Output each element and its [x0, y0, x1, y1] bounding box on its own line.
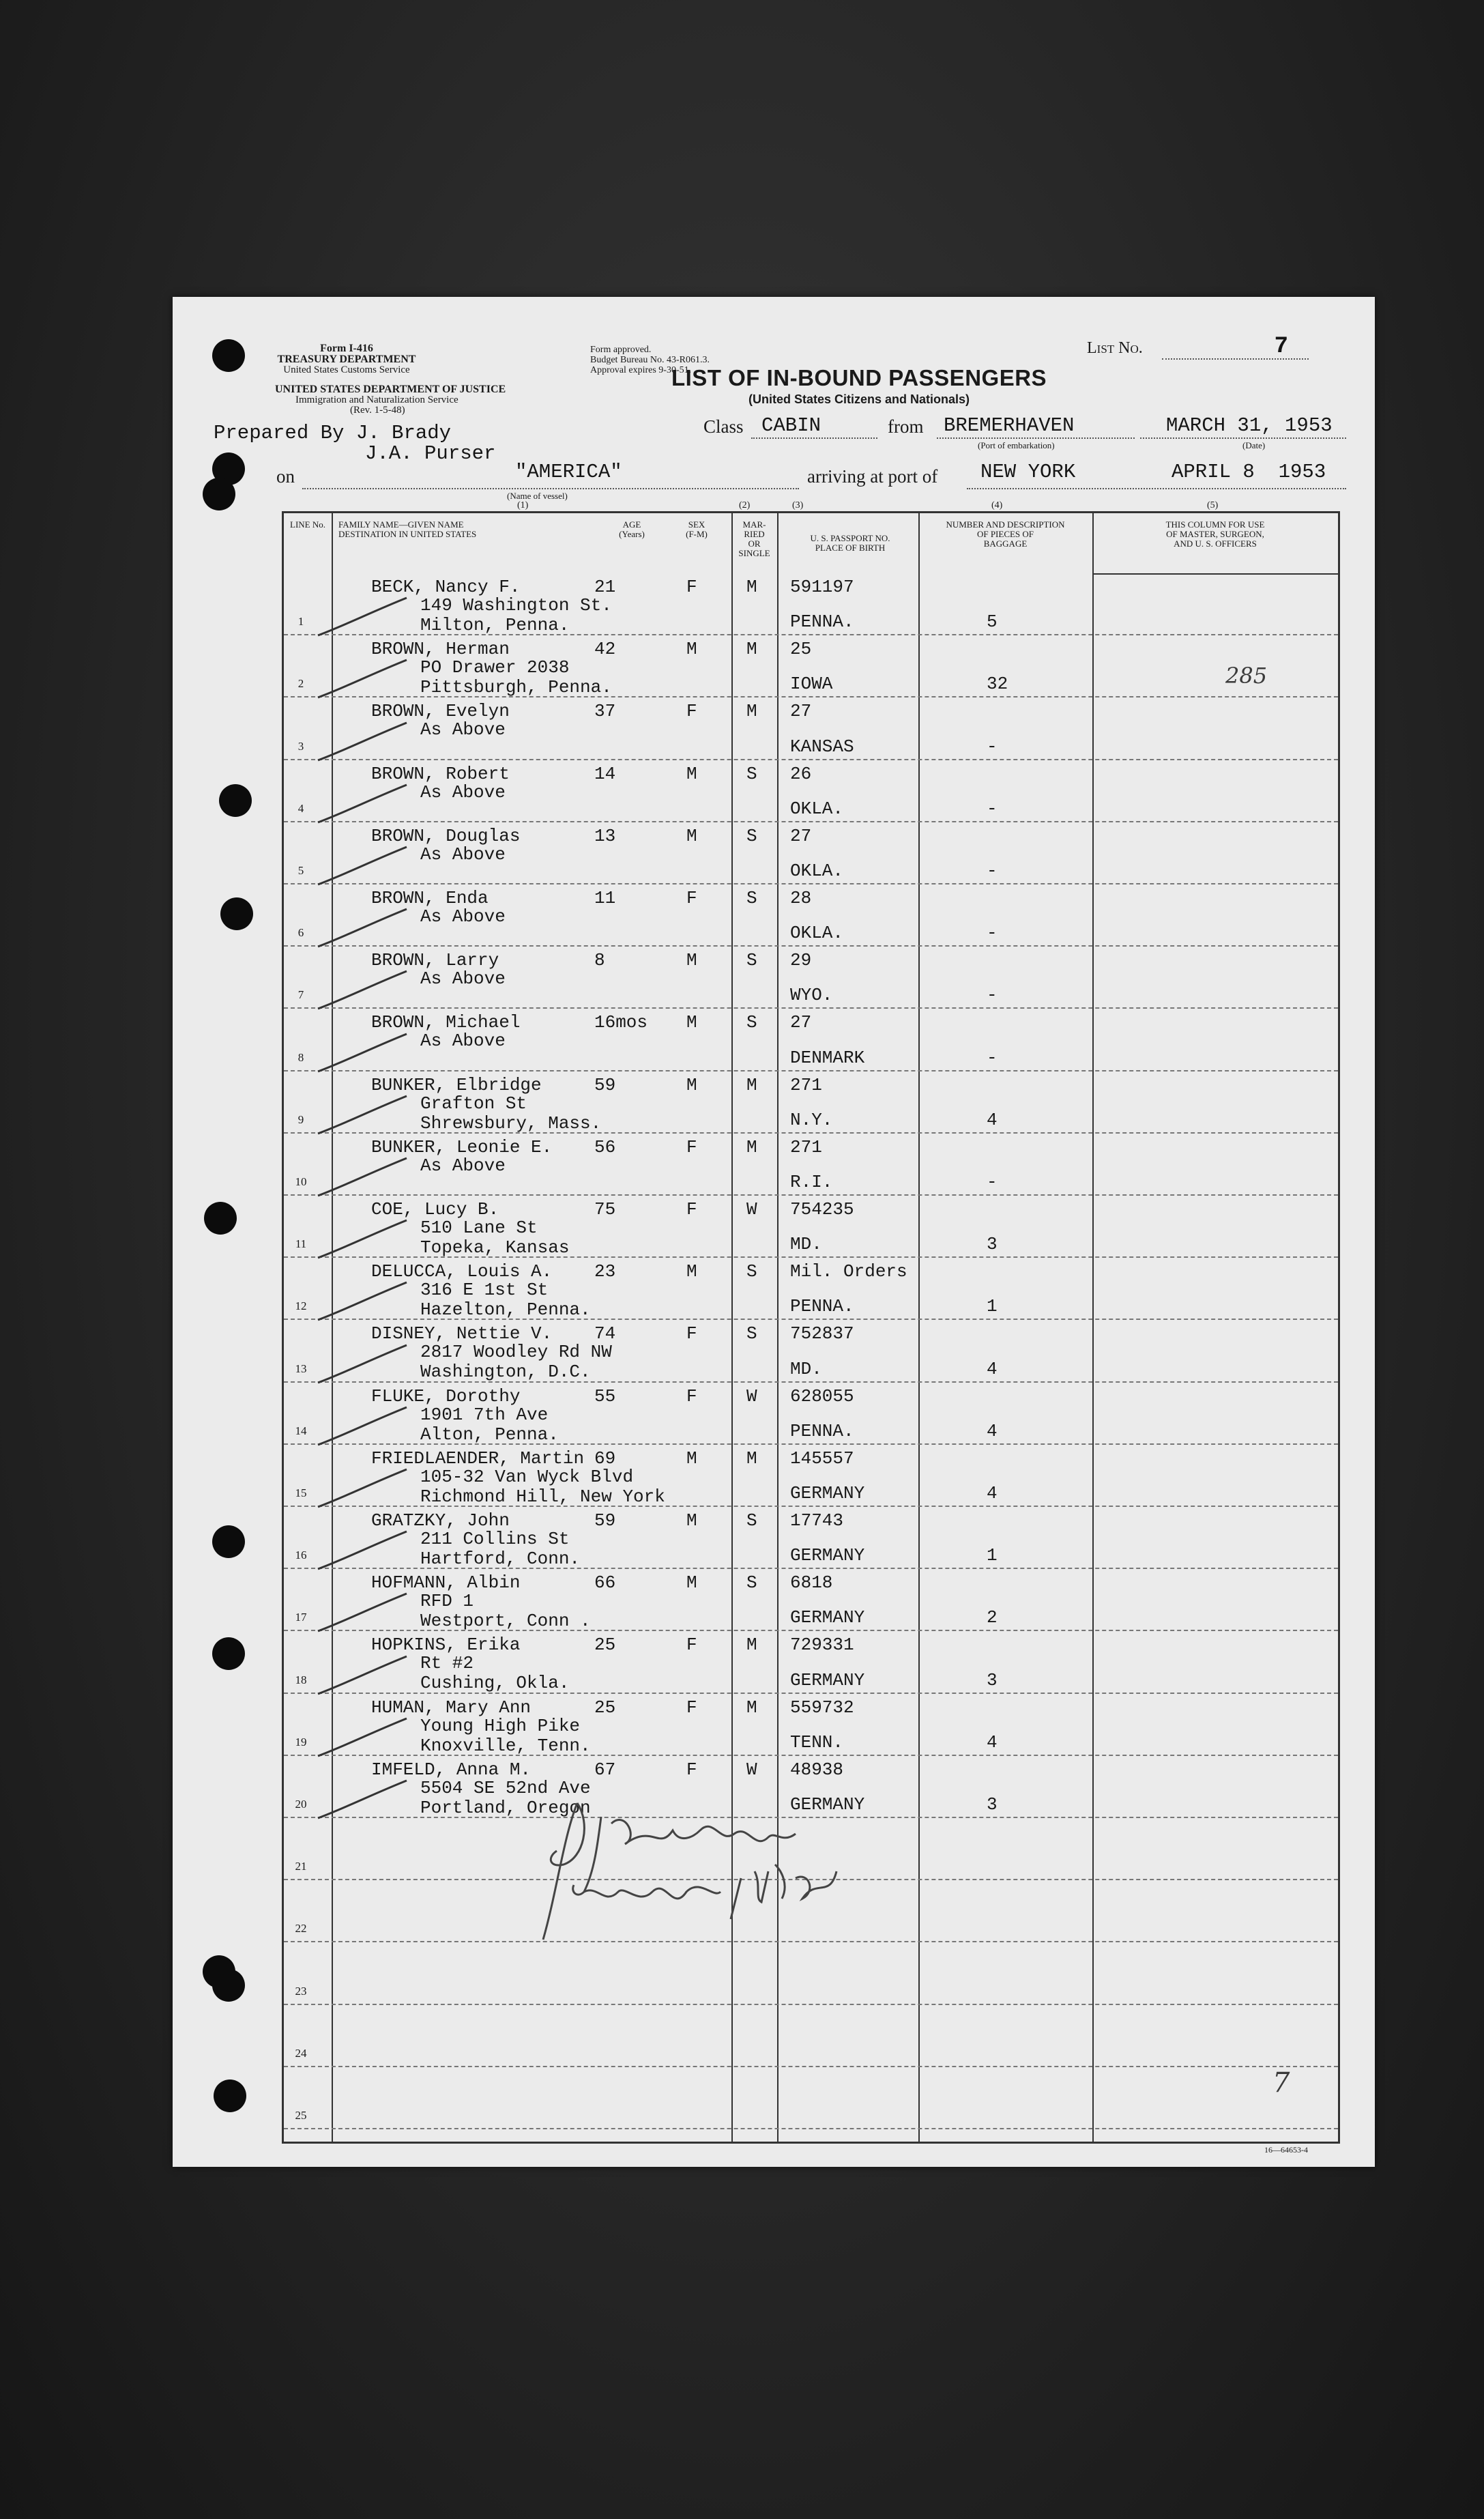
table-row — [284, 1383, 1338, 1445]
depart-date-field — [1140, 414, 1346, 439]
line-number: 7 — [297, 988, 304, 1002]
line-number: 21 — [295, 1860, 307, 1873]
passenger-destination: As Above — [420, 844, 506, 865]
col-num-2: (2) — [739, 500, 751, 510]
passenger-name: BROWN, Enda — [371, 888, 489, 908]
passenger-age: 56 — [594, 1136, 616, 1157]
punch-hole — [203, 478, 235, 510]
from-field — [937, 414, 1135, 439]
passenger-sex: M — [686, 1012, 697, 1033]
list-no-label: List No. — [1087, 339, 1143, 357]
table-row — [284, 1320, 1338, 1382]
passenger-name: BUNKER, Elbridge — [371, 1074, 542, 1095]
marital-status: M — [746, 1136, 757, 1157]
passport-number: 28 — [790, 888, 812, 908]
passenger-age: 74 — [594, 1323, 616, 1344]
place-of-birth: GERMANY — [790, 1482, 865, 1503]
line-number: 20 — [295, 1797, 307, 1811]
line-number: 12 — [295, 1299, 307, 1313]
marital-status: W — [746, 1199, 757, 1220]
passport-number: 754235 — [790, 1199, 854, 1220]
from-label: from — [888, 416, 924, 437]
passenger-age: 42 — [594, 639, 616, 660]
place-of-birth: OKLA. — [790, 798, 844, 819]
passport-number: 559732 — [790, 1697, 854, 1718]
passport-number: 27 — [790, 825, 812, 846]
baggage-count: - — [987, 798, 998, 819]
table-row — [284, 1631, 1338, 1693]
line-number: 17 — [295, 1611, 307, 1624]
passenger-name: BECK, Nancy F. — [371, 577, 521, 597]
passenger-name: COE, Lucy B. — [371, 1199, 499, 1220]
baggage-count: 3 — [987, 1794, 998, 1815]
place-of-birth: GERMANY — [790, 1794, 865, 1815]
header-name: FAMILY NAME—GIVEN NAME DESTINATION IN UNITED STATES — [338, 519, 477, 539]
passenger-name: BROWN, Evelyn — [371, 701, 510, 722]
on-label: on — [276, 466, 295, 487]
passenger-destination: As Above — [420, 968, 506, 990]
passenger-destination: 149 Washington St. Milton, Penna. — [420, 595, 612, 635]
baggage-count: 1 — [987, 1296, 998, 1317]
table-row — [284, 1694, 1338, 1756]
line-number: 19 — [295, 1735, 307, 1748]
approval-expires: Approval expires 9-30-51. — [590, 365, 692, 375]
passenger-sex: M — [686, 825, 697, 846]
table-row — [284, 573, 1338, 635]
place-of-birth: TENN. — [790, 1731, 844, 1753]
vessel-value: "AMERICA" — [515, 461, 622, 483]
passenger-age: 11 — [594, 888, 616, 908]
table-row — [284, 947, 1338, 1009]
form-subtitle: (United States Citizens and Nationals) — [748, 392, 970, 406]
class-label: Class — [703, 416, 744, 437]
passport-number: 6818 — [790, 1572, 833, 1594]
baggage-count: 3 — [987, 1234, 998, 1255]
baggage-count: 4 — [987, 1109, 998, 1130]
baggage-count: - — [987, 923, 998, 944]
baggage-count: 3 — [987, 1669, 998, 1690]
passenger-destination: 2817 Woodley Rd NW Washington, D.C. — [420, 1342, 612, 1383]
passenger-name: BROWN, Douglas — [371, 825, 521, 846]
table-row — [284, 635, 1338, 697]
passenger-name: FLUKE, Dorothy — [371, 1385, 521, 1407]
table-row — [284, 1071, 1338, 1134]
line-number: 25 — [295, 2108, 307, 2122]
passport-number: 48938 — [790, 1759, 844, 1780]
passenger-sex: M — [686, 950, 697, 971]
arriving-label: arriving at port of — [807, 466, 938, 487]
passenger-age: 25 — [594, 1635, 616, 1656]
header-passport: U. S. PASSPORT NO. PLACE OF BIRTH — [810, 533, 890, 553]
prepared-by-line-2: J.A. Purser — [365, 442, 496, 465]
baggage-count: 1 — [987, 1545, 998, 1566]
passport-number: 271 — [790, 1074, 822, 1095]
marital-status: W — [746, 1385, 757, 1407]
passenger-age: 21 — [594, 577, 616, 597]
passport-number: 628055 — [790, 1385, 854, 1407]
passenger-sex: M — [686, 1510, 697, 1531]
passenger-age: 37 — [594, 701, 616, 722]
passenger-sex: M — [686, 639, 697, 660]
passenger-name: GRATZKY, John — [371, 1510, 510, 1531]
passenger-destination: 211 Collins St Hartford, Conn. — [420, 1529, 581, 1569]
baggage-count: 5 — [987, 611, 998, 633]
justice-dept: UNITED STATES DEPARTMENT OF JUSTICE — [275, 384, 506, 395]
passenger-destination: PO Drawer 2038 Pittsburgh, Penna. — [420, 657, 612, 698]
baggage-count: - — [987, 860, 998, 881]
passenger-sex: F — [686, 1199, 697, 1220]
marital-status: M — [746, 1635, 757, 1656]
marital-status: S — [746, 825, 757, 846]
passenger-destination: Young High Pike Knoxville, Tenn. — [420, 1715, 591, 1756]
line-number: 16 — [295, 1549, 307, 1562]
table-row — [284, 884, 1338, 947]
baggage-count: 4 — [987, 1482, 998, 1503]
line-number: 5 — [297, 863, 304, 877]
passenger-age: 23 — [594, 1261, 616, 1282]
marital-status: S — [746, 763, 757, 784]
punch-hole — [214, 2079, 246, 2112]
place-of-birth: GERMANY — [790, 1545, 865, 1566]
line-number: 13 — [295, 1362, 307, 1375]
treasury-dept: TREASURY DEPARTMENT — [277, 354, 416, 365]
place-of-birth: GERMANY — [790, 1607, 865, 1628]
header-baggage: NUMBER AND DESCRIPTION OF PIECES OF BAGGAGE — [946, 519, 1065, 549]
header-age: AGE (Years) — [619, 519, 645, 539]
marital-status: W — [746, 1759, 757, 1780]
arrival-field — [967, 461, 1346, 489]
form-revision: (Rev. 1-5-48) — [350, 405, 405, 416]
row-rule — [284, 2128, 1338, 2129]
punch-hole — [220, 897, 253, 930]
table-row — [284, 2067, 1338, 2129]
place-of-birth: DENMARK — [790, 1047, 865, 1068]
line-number: 10 — [295, 1175, 307, 1188]
arrival-date-value: APRIL 8 1953 — [1172, 461, 1326, 483]
officer-note: 285 — [1225, 663, 1268, 689]
baggage-count: - — [987, 736, 998, 757]
passenger-name: DELUCCA, Louis A. — [371, 1261, 553, 1282]
punch-hole — [204, 1202, 237, 1235]
line-number: 14 — [295, 1424, 307, 1437]
passenger-sex: F — [686, 577, 697, 597]
header-married: MAR- RIED OR SINGLE — [738, 519, 770, 558]
list-no-field — [1162, 334, 1309, 360]
passport-number: 25 — [790, 639, 812, 660]
header-line-no: LINE No. — [290, 519, 325, 530]
passenger-name: FRIEDLAENDER, Martin — [371, 1448, 585, 1469]
header-officers: THIS COLUMN FOR USE OF MASTER, SURGEON, AND U. S. OFFICERS — [1165, 519, 1265, 549]
table-row — [284, 1569, 1338, 1631]
passenger-sex: F — [686, 1697, 697, 1718]
passenger-sex: F — [686, 1136, 697, 1157]
passenger-destination: As Above — [420, 719, 506, 740]
manifest-sheet — [173, 297, 1375, 2167]
place-of-birth: OKLA. — [790, 860, 844, 881]
baggage-count: 4 — [987, 1731, 998, 1753]
col-num-5: (5) — [1207, 500, 1219, 510]
place-of-birth: N.Y. — [790, 1109, 833, 1130]
line-number: 9 — [297, 1112, 304, 1126]
passenger-destination: Rt #2 Cushing, Okla. — [420, 1653, 570, 1694]
place-of-birth: R.I. — [790, 1171, 833, 1192]
passenger-destination: As Above — [420, 906, 506, 927]
line-number: 4 — [297, 801, 304, 815]
baggage-count: - — [987, 985, 998, 1006]
vessel-field — [302, 461, 799, 489]
passenger-age: 66 — [594, 1572, 616, 1594]
from-value: BREMERHAVEN — [944, 414, 1075, 437]
passenger-destination: 1901 7th Ave Alton, Penna. — [420, 1404, 559, 1445]
marital-status: S — [746, 1012, 757, 1033]
line-number: 15 — [295, 1486, 307, 1499]
prepared-by-line-1: Prepared By J. Brady — [214, 422, 452, 444]
passenger-age: 8 — [594, 950, 605, 971]
passenger-age: 69 — [594, 1448, 616, 1469]
line-number: 22 — [295, 1922, 307, 1935]
place-of-birth: PENNA. — [790, 1296, 854, 1317]
date-caption: (Date) — [1242, 440, 1266, 450]
place-of-birth: PENNA. — [790, 1420, 854, 1441]
class-value: CABIN — [761, 414, 821, 437]
passenger-sex: F — [686, 1323, 697, 1344]
passenger-name: BROWN, Robert — [371, 763, 510, 784]
marital-status: S — [746, 1572, 757, 1594]
passenger-destination: 316 E 1st St Hazelton, Penna. — [420, 1280, 591, 1321]
place-of-birth: MD. — [790, 1358, 822, 1379]
table-row — [284, 760, 1338, 822]
punch-hole — [219, 784, 252, 817]
passport-number: 752837 — [790, 1323, 854, 1344]
place-of-birth: PENNA. — [790, 611, 854, 633]
header-sex: SEX (F-M) — [686, 519, 708, 539]
table-row — [284, 1134, 1338, 1196]
port-caption: (Port of embarkation) — [978, 440, 1055, 450]
passport-number: 271 — [790, 1136, 822, 1157]
form-code: 16—64653-4 — [1264, 2145, 1308, 2155]
col-num-1: (1) — [517, 500, 529, 510]
punch-hole — [212, 1525, 245, 1558]
budget-bureau: Budget Bureau No. 43-R061.3. — [590, 355, 710, 365]
passport-number: 145557 — [790, 1448, 854, 1469]
baggage-count: 32 — [987, 674, 1008, 695]
marital-status: M — [746, 577, 757, 597]
table-row — [284, 2005, 1338, 2067]
passenger-sex: F — [686, 701, 697, 722]
passport-number: 29 — [790, 950, 812, 971]
depart-date-value: MARCH 31, 1953 — [1166, 414, 1333, 437]
marital-status: M — [746, 701, 757, 722]
passenger-age: 16mos — [594, 1012, 648, 1033]
passenger-destination: RFD 1 Westport, Conn . — [420, 1591, 591, 1632]
form-number: Form I-416 — [320, 343, 373, 354]
passenger-sex: M — [686, 1572, 697, 1594]
vessel-caption: (Name of vessel) — [507, 491, 568, 501]
passport-number: 26 — [790, 763, 812, 784]
customs-service: United States Customs Service — [283, 364, 410, 375]
table-row — [284, 822, 1338, 884]
passenger-destination: 5504 SE 52nd Ave Portland, Oregon — [420, 1777, 591, 1818]
passport-number: 27 — [790, 1012, 812, 1033]
form-approved: Form approved. — [590, 345, 652, 355]
passenger-sex: M — [686, 1448, 697, 1469]
passenger-destination: As Above — [420, 781, 506, 803]
place-of-birth: KANSAS — [790, 736, 854, 757]
line-number: 1 — [297, 615, 304, 629]
passenger-name: DISNEY, Nettie V. — [371, 1323, 553, 1344]
passenger-name: BROWN, Larry — [371, 950, 499, 971]
table-row — [284, 1445, 1338, 1507]
line-number: 6 — [297, 926, 304, 940]
punch-hole — [212, 1969, 245, 2002]
table-row — [284, 1258, 1338, 1320]
baggage-count: 4 — [987, 1420, 998, 1441]
line-number: 23 — [295, 1984, 307, 1998]
passport-number: 591197 — [790, 577, 854, 597]
passenger-name: IMFELD, Anna M. — [371, 1759, 532, 1780]
place-of-birth: GERMANY — [790, 1669, 865, 1690]
col-num-4: (4) — [991, 500, 1003, 510]
passport-number: 729331 — [790, 1635, 854, 1656]
marital-status: M — [746, 639, 757, 660]
marital-status: S — [746, 1323, 757, 1344]
baggage-count: - — [987, 1171, 998, 1192]
table-row — [284, 1196, 1338, 1258]
baggage-count: 2 — [987, 1607, 998, 1628]
passenger-table — [282, 511, 1340, 2144]
line-number: 24 — [295, 2046, 307, 2060]
place-of-birth: OKLA. — [790, 923, 844, 944]
passenger-sex: F — [686, 1635, 697, 1656]
passenger-name: BUNKER, Leonie E. — [371, 1136, 553, 1157]
passenger-age: 67 — [594, 1759, 616, 1780]
marital-status: M — [746, 1074, 757, 1095]
passenger-sex: M — [686, 1074, 697, 1095]
place-of-birth: MD. — [790, 1234, 822, 1255]
line-number: 18 — [295, 1673, 307, 1686]
passport-number: 17743 — [790, 1510, 844, 1531]
class-field — [751, 414, 877, 439]
passenger-age: 14 — [594, 763, 616, 784]
table-row — [284, 697, 1338, 760]
form-title: LIST OF IN-BOUND PASSENGERS — [671, 365, 1047, 390]
table-row — [284, 1009, 1338, 1071]
passenger-age: 75 — [594, 1199, 616, 1220]
line-number: 2 — [297, 677, 304, 691]
line-number: 3 — [297, 739, 304, 753]
marital-status: S — [746, 1510, 757, 1531]
baggage-count: - — [987, 1047, 998, 1068]
marital-status: S — [746, 950, 757, 971]
passenger-destination: Grafton St Shrewsbury, Mass. — [420, 1093, 602, 1134]
passenger-name: HUMAN, Mary Ann — [371, 1697, 532, 1718]
passenger-age: 55 — [594, 1385, 616, 1407]
officer-signature — [536, 1796, 891, 1953]
passport-number: Mil. Orders — [790, 1261, 907, 1282]
passenger-sex: M — [686, 1261, 697, 1282]
passenger-destination: 510 Lane St Topeka, Kansas — [420, 1218, 570, 1258]
ins-service: Immigration and Naturalization Service — [295, 394, 459, 405]
passenger-age: 13 — [594, 825, 616, 846]
passenger-sex: M — [686, 763, 697, 784]
corner-mark: 7 — [1272, 2067, 1290, 2099]
passenger-name: HOPKINS, Erika — [371, 1635, 521, 1656]
col-num-3: (3) — [792, 500, 804, 510]
line-number: 11 — [295, 1237, 307, 1251]
place-of-birth: IOWA — [790, 674, 833, 695]
arrival-port-value: NEW YORK — [980, 461, 1076, 483]
passenger-age: 25 — [594, 1697, 616, 1718]
list-no-value: 7 — [1274, 334, 1288, 360]
passenger-name: HOFMANN, Albin — [371, 1572, 521, 1594]
passenger-sex: F — [686, 1759, 697, 1780]
passport-number: 27 — [790, 701, 812, 722]
passenger-name: BROWN, Michael — [371, 1012, 521, 1033]
marital-status: S — [746, 888, 757, 908]
passenger-destination: As Above — [420, 1155, 506, 1176]
passenger-sex: F — [686, 1385, 697, 1407]
marital-status: M — [746, 1697, 757, 1718]
passenger-destination: As Above — [420, 1031, 506, 1052]
table-row — [284, 1507, 1338, 1569]
place-of-birth: WYO. — [790, 985, 833, 1006]
marital-status: M — [746, 1448, 757, 1469]
passenger-name: BROWN, Herman — [371, 639, 510, 660]
passenger-age: 59 — [594, 1510, 616, 1531]
passenger-age: 59 — [594, 1074, 616, 1095]
line-number: 8 — [297, 1050, 304, 1064]
marital-status: S — [746, 1261, 757, 1282]
punch-hole — [212, 1637, 245, 1670]
passenger-sex: F — [686, 888, 697, 908]
passenger-destination: 105-32 Van Wyck Blvd Richmond Hill, New York — [420, 1466, 665, 1507]
baggage-count: 4 — [987, 1358, 998, 1379]
